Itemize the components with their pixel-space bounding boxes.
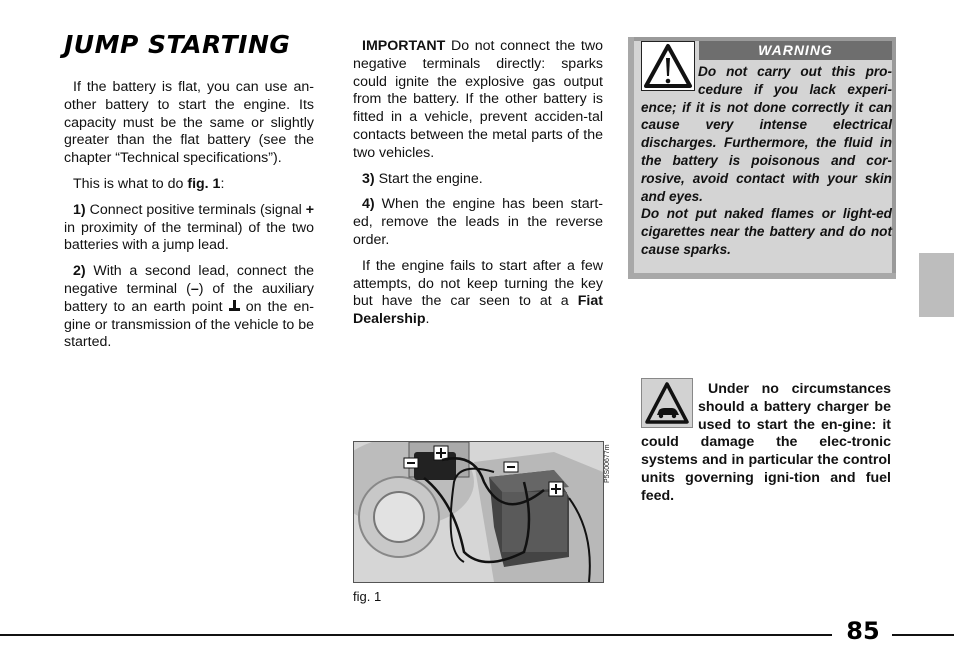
page-title: JUMP STARTING (64, 30, 291, 59)
fail-text: If the engine fails to start after a few attempts, do not keep turning the key but have the car seen to at a (353, 257, 603, 310)
figure-code: P5S00677m (604, 444, 611, 484)
step-4-number: 4) (362, 196, 375, 213)
step-4-text: When the engine has been start-ed, remove the leads in the reverse order. (353, 196, 603, 248)
warning-box-shadow-bottom (628, 273, 896, 279)
step-1-text-b: in proximity of the terminal) of the two batteries with a jump lead. (64, 219, 314, 254)
ground-icon (229, 299, 240, 313)
plus-sign: + (305, 201, 314, 218)
figure-jump-leads (353, 441, 604, 583)
step-1-number: 1) (73, 201, 86, 218)
step-2-text-a: With a second lead, connect the negative terminal ( (64, 263, 314, 297)
important-text: Do not connect the two negative terminals directly: sparks could ignite the explosive gas output from the battery. If the other battery is fitted in a vehicle, prevent acciden-tal contacts between the metal parts of the two vehicles. (353, 38, 603, 161)
minus-sign: – (190, 280, 199, 297)
jump-leads-illustration (354, 442, 603, 582)
lead-text: This is what to do (73, 175, 188, 192)
warning-box-shadow-left (628, 37, 634, 279)
step-3-text: Start the engine. (374, 170, 483, 187)
step-3-number: 3) (362, 170, 375, 187)
footer-rule-right (892, 634, 954, 636)
figure-ref: fig. 1 (187, 175, 221, 192)
warning-header: WARNING (699, 41, 892, 60)
step-3 (353, 171, 603, 189)
step-1-text-a: Connect positive terminals (signal (85, 201, 306, 218)
lead-end: : (220, 175, 225, 192)
side-tab (919, 253, 954, 317)
step-4 (353, 196, 603, 249)
step-2-text-b: ) of the auxiliary battery to an earth point (64, 280, 314, 315)
warning-text (641, 63, 892, 259)
important-label: IMPORTANT (362, 38, 446, 54)
step-2-text-c: on the en-gine or transmission of the vehicle to be started. (64, 298, 314, 351)
dealership-name: Fiat Dealership (353, 293, 603, 328)
warning-text-1: Do not carry out this pro-cedure if you lack experi-ence; if it is not done correctly it can cause very intense electrical discharges. Furthermore, the fluid in the battery is poisonous and cor-rosive, avoid contact with your skin and eyes. (641, 64, 892, 204)
important-paragraph (353, 38, 603, 163)
column-middle (353, 38, 603, 337)
intro-paragraph: If the battery is flat, you can use an-other battery to start the engine. Its capacity must be the same or slightly greater than the flat battery (see the chapter “Technical specifications”). (64, 79, 314, 167)
step-2 (64, 263, 314, 352)
fail-end: . (425, 311, 430, 328)
footer-rule-left (0, 634, 832, 636)
fail-paragraph (353, 258, 603, 329)
notice-paragraph: Under no circumstances should a battery charger be used to start the en-gine: it could damage the elec-tronic systems and in particular the control units governing igni-tion and fuel feed. (641, 381, 891, 504)
step-1 (64, 202, 314, 255)
notice-text (641, 381, 891, 506)
figure-caption: fig. 1 (353, 589, 382, 604)
warning-text-2: Do not put naked flames or light-ed cigarettes near the battery and do not cause sparks. (641, 206, 892, 257)
page-number: 85 (846, 617, 880, 645)
column-left (64, 79, 314, 360)
instruction-lead (64, 176, 314, 194)
step-2-number: 2) (73, 263, 86, 280)
